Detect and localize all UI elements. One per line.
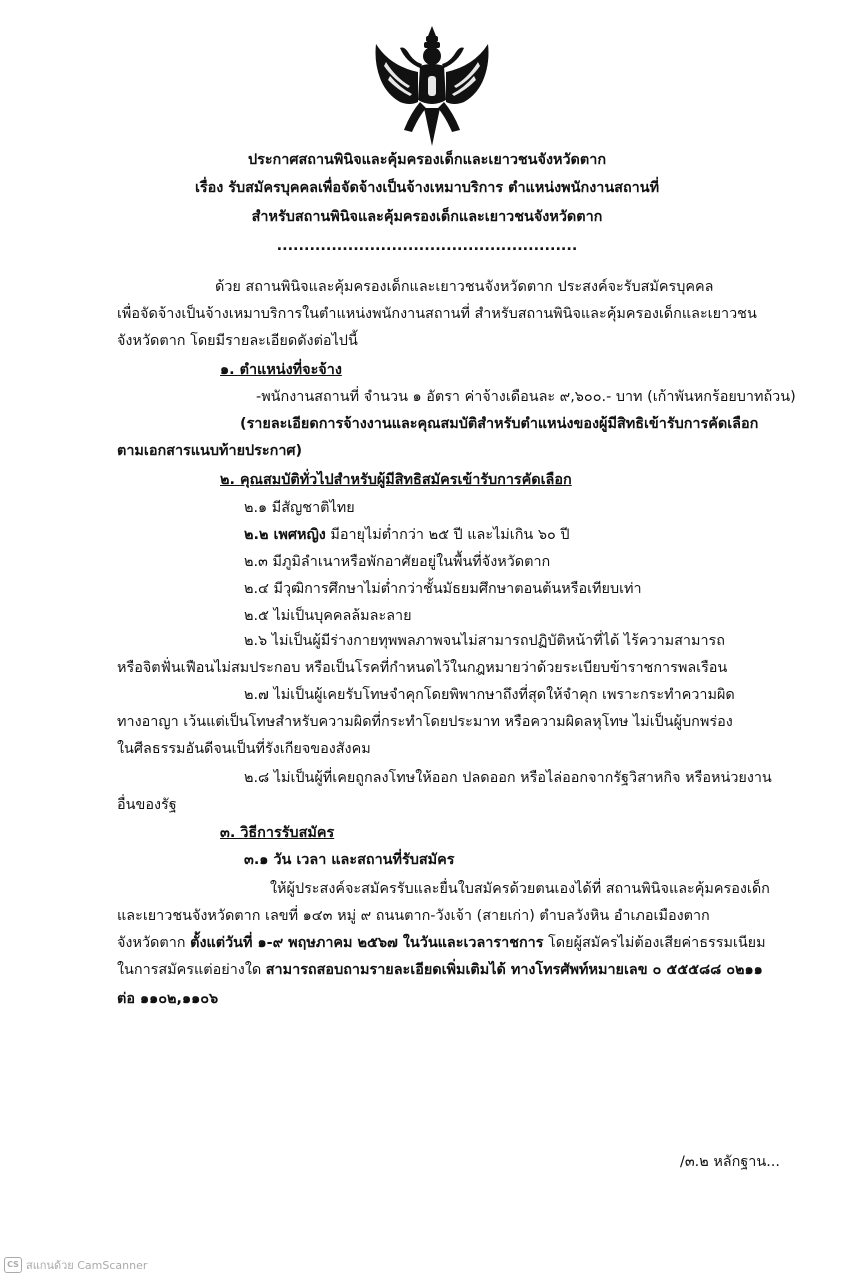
section-3-p3-c: โดยผู้สมัครไม่ต้องเสียค่าธรรมเนียม — [543, 935, 766, 951]
title-separator: ....................................................... — [276, 238, 578, 254]
section-2-item-4: ๒.๔ มีวุฒิการศึกษาไม่ต่ำกว่าชั้นมัธยมศึกษาตอนต้นหรือเทียบเท่า — [244, 581, 642, 597]
section-2-item-6-line-1: ๒.๖ ไม่เป็นผู้มีร่างกายทุพพลภาพจนไม่สามารถปฏิบัติหน้าที่ได้ ไร้ความสามารถ — [244, 633, 725, 649]
camscanner-caption: สแกนด้วย CamScanner — [26, 1259, 148, 1272]
section-2-item-8-line-1: ๒.๘ ไม่เป็นผู้ที่เคยถูกลงโทษให้ออก ปลดออก หรือไล่ออกจากรัฐวิสาหกิจ หรือหน่วยงาน — [244, 770, 772, 786]
section-2-item-5: ๒.๕ ไม่เป็นบุคคลล้มละลาย — [244, 608, 412, 624]
section-3-paragraph-line-2: และเยาวชนจังหวัดตาก เลขที่ ๑๔๓ หมู่ ๙ ถนนตาก-วังเจ้า (สายเก่า) ตำบลวังหิน อำเภอเมืองตาก — [117, 908, 710, 924]
section-1-item: -พนักงานสถานที่ จำนวน ๑ อัตรา ค่าจ้างเดือนละ ๙,๖๐๐.- บาท (เก้าพันหกร้อยบาทถ้วน) — [256, 389, 796, 405]
section-3-paragraph-line-3 — [117, 933, 766, 953]
section-3-p3-b: ตั้งแต่วันที่ ๑-๙ พฤษภาคม ๒๕๖๗ ในวันและเวลาราชการ — [190, 935, 544, 951]
section-2-item-2-rest: มีอายุไม่ต่ำกว่า ๒๕ ปี และไม่เกิน ๖๐ ปี — [325, 527, 570, 543]
section-3-paragraph-line-5: ต่อ ๑๑๐๒,๑๑๐๖ — [117, 991, 219, 1007]
section-2-heading: ๒. คุณสมบัติทั่วไปสำหรับผู้มีสิทธิสมัครเข้ารับการคัดเลือก — [220, 472, 572, 488]
section-3-paragraph-line-4 — [117, 960, 763, 980]
intro-line-2: เพื่อจัดจ้างเป็นจ้างเหมาบริการในตำแหน่งพนักงานสถานที่ สำหรับสถานพินิจและคุ้มครองเด็กและเยาวชน — [117, 306, 757, 322]
section-2-item-3: ๒.๓ มีภูมิลำเนาหรือพักอาศัยอยู่ในพื้นที่จังหวัดตาก — [244, 554, 551, 570]
section-3-sub-heading: ๓.๑ วัน เวลา และสถานที่รับสมัคร — [244, 852, 455, 868]
continuation-note: /๓.๒ หลักฐาน... — [680, 1154, 780, 1170]
section-3-p3-a: จังหวัดตาก — [117, 935, 191, 951]
section-2-item-2-bold: ๒.๒ เพศหญิง — [244, 527, 326, 543]
section-2-item-6-line-2: หรือจิตฟั่นเฟือนไม่สมประกอบ หรือเป็นโรคที่กำหนดไว้ในกฎหมายว่าด้วยระเบียบข้าราชการพลเรือน — [117, 660, 728, 676]
section-2-item-8-line-2: อื่นของรัฐ — [117, 797, 177, 813]
section-2-item-1: ๒.๑ มีสัญชาติไทย — [244, 500, 355, 516]
section-2-item-7-line-1: ๒.๗ ไม่เป็นผู้เคยรับโทษจำคุกโดยพิพากษาถึงที่สุดให้จำคุก เพราะกระทำความผิด — [244, 687, 735, 703]
title-line-3: สำหรับสถานพินิจและคุ้มครองเด็กและเยาวชนจังหวัดตาก — [251, 209, 603, 225]
section-3-heading: ๓. วิธีการรับสมัคร — [220, 825, 335, 841]
camscanner-logo-icon: CS — [4, 1257, 22, 1273]
title-line-1: ประกาศสถานพินิจและคุ้มครองเด็กและเยาวชนจังหวัดตาก — [247, 152, 607, 168]
intro-line-3: จังหวัดตาก โดยมีรายละเอียดดังต่อไปนี้ — [117, 333, 358, 349]
camscanner-watermark — [4, 1256, 147, 1274]
section-1-heading: ๑. ตำแหน่งที่จะจ้าง — [220, 362, 342, 378]
section-1-note-line-1: (รายละเอียดการจ้างงานและคุณสมบัติสำหรับตำแหน่งของผู้มีสิทธิเข้ารับการคัดเลือก — [240, 416, 759, 432]
garuda-emblem-icon — [370, 22, 494, 150]
section-2-item-7-line-2: ทางอาญา เว้นแต่เป็นโทษสำหรับความผิดที่กระทำโดยประมาท หรือความผิดลหุโทษ ไม่เป็นผู้บกพร่อง — [117, 714, 733, 730]
section-3-p4-a: ในการสมัครแต่อย่างใด — [117, 962, 266, 978]
section-1-note-line-2: ตามเอกสารแนบท้ายประกาศ) — [117, 443, 303, 459]
section-2-item-2 — [244, 525, 569, 545]
section-3-p4-b: สามารถสอบถามรายละเอียดเพิ่มเติมได้ ทางโทรศัพท์หมายเลข ๐ ๕๕๕๘๘ ๐๒๑๑ — [265, 962, 763, 978]
section-3-paragraph-line-1: ให้ผู้ประสงค์จะสมัครรับและยื่นใบสมัครด้วยตนเองได้ที่ สถานพินิจและคุ้มครองเด็ก — [270, 881, 770, 897]
title-line-2: เรื่อง รับสมัครบุคคลเพื่อจัดจ้างเป็นจ้างเหมาบริการ ตำแหน่งพนักงานสถานที่ — [194, 180, 660, 196]
intro-line-1: ด้วย สถานพินิจและคุ้มครองเด็กและเยาวชนจังหวัดตาก ประสงค์จะรับสมัครบุคคล — [215, 279, 714, 295]
section-2-item-7-line-3: ในศีลธรรมอันดีจนเป็นที่รังเกียจของสังคม — [117, 741, 371, 757]
